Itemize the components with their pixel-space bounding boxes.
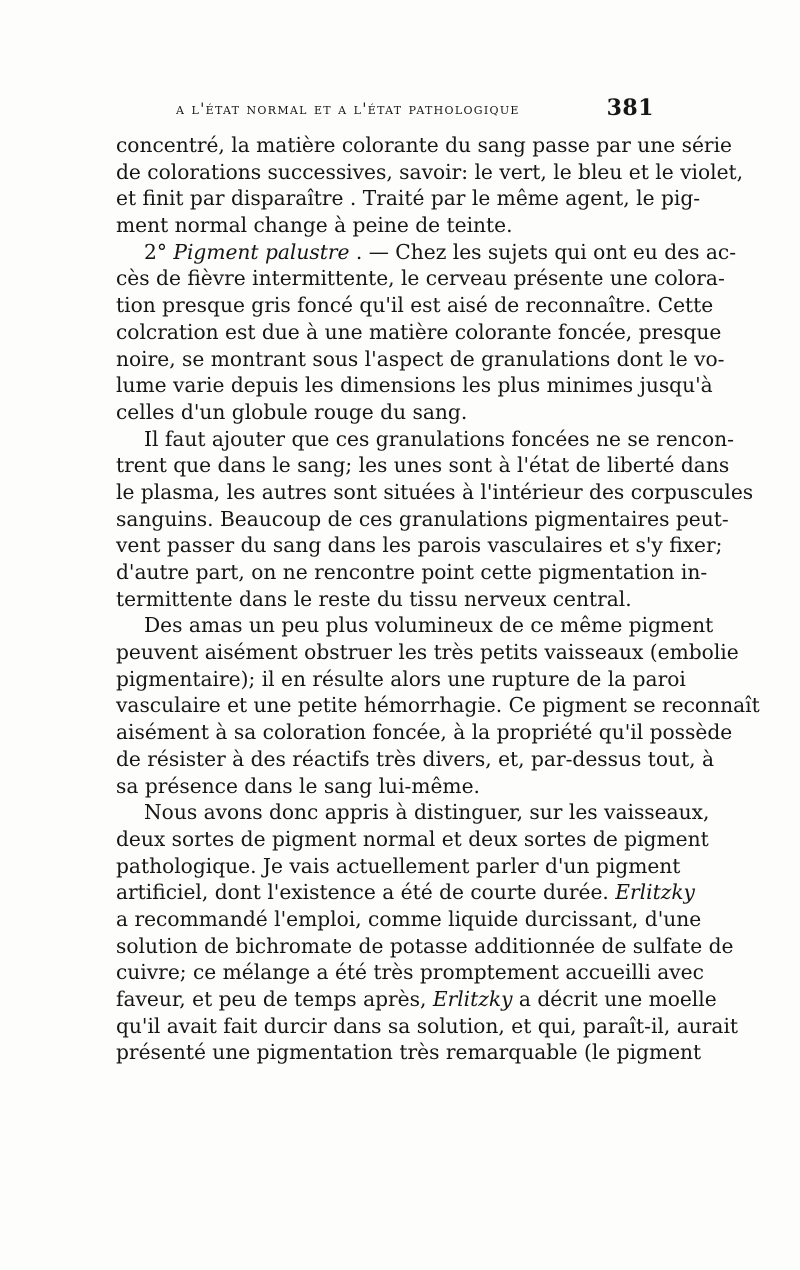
text-line: Nous avons donc appris à distinguer, sur les vaisseaux, <box>144 800 710 825</box>
text-line: sa présence dans le sang lui-même. <box>116 773 480 798</box>
text-segment: artificiel, dont l'existence a été de courte durée. <box>116 880 616 905</box>
text-line <box>116 239 737 266</box>
text-line: de résister à des réactifs très divers, et, par-dessus tout, à <box>116 746 715 771</box>
text-line: tion presque gris foncé qu'il est aisé de reconnaître. Cette <box>116 293 714 318</box>
text-line: vasculaire et une petite hémorrhagie. Ce pigment se reconnaît <box>116 693 760 718</box>
text-line <box>116 879 695 906</box>
body-text <box>116 132 760 1066</box>
text-line: vent passer du sang dans les parois vasculaires et s'y fixer; <box>116 533 723 558</box>
italic-term: Pigment palustre <box>173 239 350 264</box>
text-line: cès de fièvre intermittente, le cerveau présente une colora- <box>116 266 725 291</box>
text-line: deux sortes de pigment normal et deux sortes de pigment <box>116 826 709 851</box>
running-title: a l'état normal et a l'état pathologique <box>176 100 520 118</box>
text-line: a recommandé l'emploi, comme liquide durcissant, d'une <box>116 906 702 931</box>
text-line: et finit par disparaître . Traité par le même agent, le pig- <box>116 186 701 211</box>
text-line: qu'il avait fait durcir dans sa solution, et qui, paraît-il, aurait <box>116 1013 739 1038</box>
text-line: aisément à sa coloration foncée, à la propriété qu'il possède <box>116 720 733 745</box>
text-line: Il faut ajouter que ces granulations foncées ne se rencon- <box>144 426 734 451</box>
text-line: ment normal change à peine de teinte. <box>116 213 513 238</box>
text-line: colcration est due à une matière colorante foncée, presque <box>116 319 722 344</box>
page-number: 381 <box>606 95 654 121</box>
text-line: noire, se montrant sous l'aspect de granulations dont le vo- <box>116 346 725 371</box>
text-line: Des amas un peu plus volumineux de ce même pigment <box>144 613 714 638</box>
text-line: pathologique. Je vais actuellement parler d'un pigment <box>116 853 681 878</box>
text-line: trent que dans le sang; les unes sont à l'état de liberté dans <box>116 453 730 478</box>
text-line <box>116 986 717 1013</box>
text-line: cuivre; ce mélange a été très promptement accueilli avec <box>116 960 704 985</box>
page-header <box>176 96 654 124</box>
text-line: sanguins. Beaucoup de ces granulations pigmentaires peut- <box>116 506 729 531</box>
text-line: celles d'un globule rouge du sang. <box>116 399 468 424</box>
text-line: lume varie depuis les dimensions les plus minimes jusqu'à <box>116 373 713 398</box>
text-segment: faveur, et peu de temps après, <box>116 987 433 1011</box>
italic-term: Erlitzky <box>615 880 695 905</box>
text-segment: a décrit une moelle <box>512 987 717 1011</box>
text-line: le plasma, les autres sont situées à l'intérieur des corpuscules <box>116 479 754 504</box>
text-line: solution de bichromate de potasse additionnée de sulfate de <box>116 933 734 958</box>
text-line: d'autre part, on ne rencontre point cette pigmentation in- <box>116 560 708 584</box>
text-line: de colorations successives, savoir: le vert, le bleu et le violet, <box>116 159 744 184</box>
text-segment: 2° <box>144 239 174 264</box>
text-line: pigmentaire); il en résulte alors une rupture de la paroi <box>116 666 686 691</box>
text-segment: . — Chez les sujets qui ont eu des ac- <box>349 239 737 264</box>
text-line: peuvent aisément obstruer les très petits vaisseaux (embolie <box>116 640 739 665</box>
italic-term: Erlitzky <box>432 987 513 1011</box>
text-line: termittente dans le reste du tissu nerveux central. <box>116 586 632 611</box>
text-line: présenté une pigmentation très remarquable (le pigment <box>116 1040 702 1065</box>
text-line: concentré, la matière colorante du sang passe par une série <box>116 133 732 157</box>
